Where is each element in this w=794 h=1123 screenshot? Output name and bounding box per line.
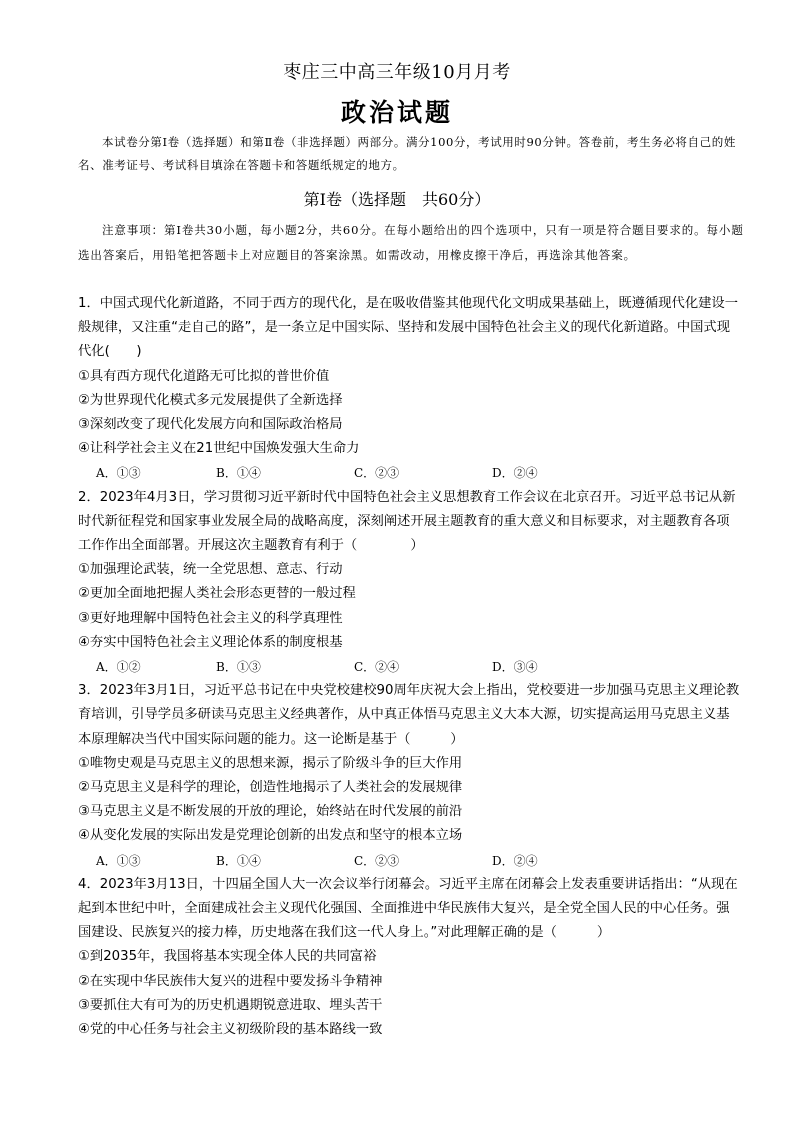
question-option: ③要抓住大有可为的历史机遇期锐意进取、埋头苦干 [78,997,383,1013]
section-notes: 注意事项：第Ⅰ卷共30小题，每小题2分，共60分。在每小题给出的四个选项中，只有一项是符合题目要求的。每小题选出答案后，用铅笔把答题卡上对应题目的答案涂黑。如需改动，用橡皮擦干净后，再选涂其他答案。 [78,223,744,262]
choice-a: A．①② [96,660,141,675]
answer-choices [78,655,740,679]
question-stem: 1．中国式现代化新道路，不同于西方的现代化，是在吸收借鉴其他现代化文明成果基础上，既遵循现代化建设一般规律，又注重“走自己的路”，是一条立足中国实际、坚持和发展中国特色社会主义的现代化新道路。中国式现代化( ) [78,296,739,360]
question-option: ④党的中心任务与社会主义初级阶段的基本路线一致 [78,1022,383,1038]
question-3 [78,679,740,873]
question-option: ③更好地理解中国特色社会主义的科学真理性 [78,610,343,626]
question-stem: 3．2023年3月1日，习近平总书记在中央党校建校90周年庆祝大会上指出，党校要进一步加强马克思主义理论教育培训，引导学员多研读马克思主义经典著作，从中真正体悟马克思主义大本大源，切实提高运用马克思主义基本原理解决当代中国实际问题的能力。这一论断是基于（ ） [78,683,740,747]
question-option: ②更加全面地把握人类社会形态更替的一般过程 [78,586,356,602]
choice-d: D．③④ [492,660,538,675]
choice-d: D．②④ [492,466,538,481]
choice-c: C．②③ [354,466,400,481]
question-stem: 2．2023年4月3日，学习贯彻习近平新时代中国特色社会主义思想教育工作会议在北京召开。习近平总书记从新时代新征程党和国家事业发展全局的战略高度，深刻阐述开展主题教育的重大意义和目标要求，对主题教育各项工作作出全面部署。开展这次主题教育有利于（ ） [78,489,736,554]
question-4 [78,873,740,1042]
question-option: ②马克思主义是科学的理论，创造性地揭示了人类社会的发展规律 [78,780,463,796]
exam-intro: 本试卷分第Ⅰ卷（选择题）和第Ⅱ卷（非选择题）两部分。满分100分，考试用时90分钟。答卷前，考生务必将自己的姓名、准考证号、考试科目填涂在答题卡和答题纸规定的地方。 [78,135,736,172]
question-option: ④从变化发展的实际出发是党理论创新的出发点和坚守的根本立场 [78,828,463,844]
question-option: ④夯实中国特色社会主义理论体系的制度根基 [78,634,343,650]
question-option: ①加强理论武装，统一全党思想、意志、行动 [78,562,343,578]
choice-b: B．①④ [216,466,261,481]
choice-b: B．①④ [216,853,261,868]
question-option: ②为世界现代化模式多元发展提供了全新选择 [78,392,343,408]
question-option: ④让科学社会主义在21世纪中国焕发强大生命力 [78,441,360,457]
question-1 [78,292,740,486]
choice-a: A．①③ [96,853,141,868]
question-option: ①唯物史观是马克思主义的思想来源，揭示了阶级斗争的巨大作用 [78,755,463,771]
choice-c: C．②④ [354,660,400,675]
section-title: 第Ⅰ卷（选择题 共60分） [303,190,491,209]
choice-b: B．①③ [216,660,261,675]
question-list [78,292,740,1042]
question-stem: 4．2023年3月13日，十四届全国人大一次会议举行闭幕会。习近平主席在闭幕会上发表重要讲话指出：“从现在起到本世纪中叶，全面建成社会主义现代化强国、全面推进中华民族伟大复兴，是全党全国人民的中心任务。强国建设、民族复兴的接力棒，历史地落在我们这一代人身上。”对此理解正确的是（ ） [78,876,738,941]
question-option: ①具有西方现代化道路无可比拟的普世价值 [78,368,330,384]
question-option: ③马克思主义是不断发展的开放的理论，始终站在时代发展的前沿 [78,804,463,820]
question-option: ③深刻改变了现代化发展方向和国际政治格局 [78,417,343,433]
answer-choices [78,849,740,873]
question-2 [78,486,740,680]
question-option: ①到2035年，我国将基本实现全体人民的共同富裕 [78,949,377,965]
answer-choices [78,461,740,485]
choice-a: A．①③ [96,466,141,481]
choice-d: D．②④ [492,853,538,868]
question-option: ②在实现中华民族伟大复兴的进程中要发扬斗争精神 [78,973,383,989]
subject-title: 政治试题 [340,98,453,127]
exam-name: 枣庄三中高三年级10月月考 [283,62,511,83]
choice-c: C．②③ [354,853,400,868]
